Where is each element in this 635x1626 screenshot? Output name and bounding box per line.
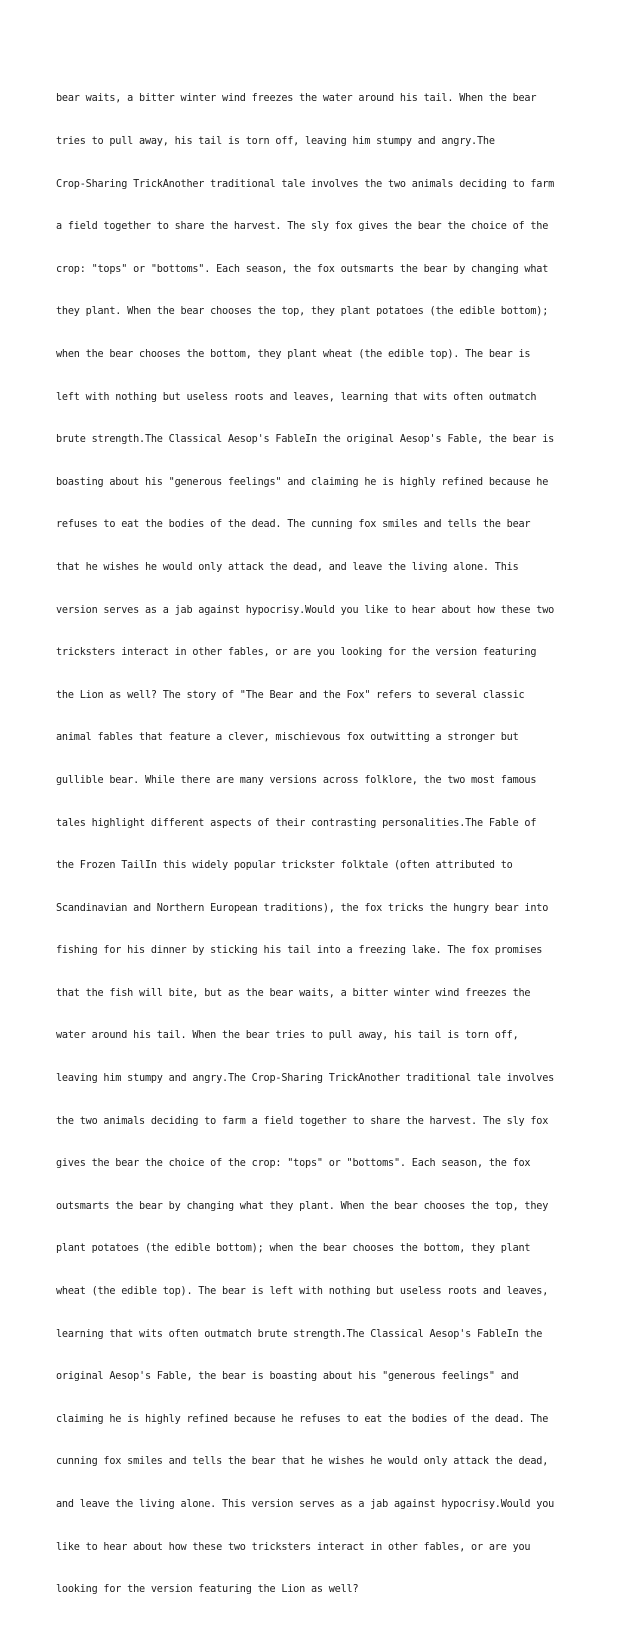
text-line: brute strength.The Classical Aesop's FableIn the original Aesop's Fable, the bear is	[56, 434, 555, 446]
text-line: tries to pull away, his tail is torn off, leaving him stumpy and angry.The	[56, 136, 495, 147]
text-line: they plant. When the bear chooses the top, they plant potatoes (the edible bottom);	[56, 306, 549, 318]
text-line: crop: "tops" or "bottoms". Each season, the fox outsmarts the bear by changing what	[56, 263, 549, 275]
text-line: that he wishes he would only attack the dead, and leave the living alone. This	[56, 561, 519, 573]
text-line: gives the bear the choice of the crop: "tops" or "bottoms". Each season, the fox	[56, 1158, 531, 1170]
text-line: outsmarts the bear by changing what they plant. When the bear chooses the top, they	[56, 1200, 549, 1212]
text-line: looking for the version featuring the Lion as well?	[56, 1584, 359, 1596]
text-line: tales highlight different aspects of their contrasting personalities.The Fable of	[56, 817, 537, 829]
text-line: the two animals deciding to farm a field together to share the harvest. The sly fox	[56, 1115, 549, 1127]
body-text	[56, 64, 586, 1626]
text-line: fishing for his dinner by sticking his tail into a freezing lake. The fox promises	[56, 945, 543, 957]
text-line: tricksters interact in other fables, or are you looking for the version featuring	[56, 647, 537, 659]
text-line: water around his tail. When the bear tries to pull away, his tail is torn off,	[56, 1030, 519, 1042]
text-line: wheat (the edible top). The bear is left with nothing but useless roots and leaves,	[56, 1286, 549, 1298]
text-line: leaving him stumpy and angry.The Crop-Sharing TrickAnother traditional tale involves	[56, 1073, 555, 1085]
text-line: learning that wits often outmatch brute strength.The Classical Aesop's FableIn the	[56, 1328, 543, 1340]
text-line: bear waits, a bitter winter wind freezes the water around his tail. When the bear	[56, 93, 537, 105]
text-line: boasting about his "generous feelings" and claiming he is highly refined because he	[56, 476, 549, 488]
text-line: a field together to share the harvest. The sly fox gives the bear the choice of the	[56, 221, 549, 233]
text-line: animal fables that feature a clever, mischievous fox outwitting a stronger but	[56, 732, 519, 744]
text-line: when the bear chooses the bottom, they plant wheat (the edible top). The bear is	[56, 348, 531, 360]
text-line: claiming he is highly refined because he refuses to eat the bodies of the dead. The	[56, 1413, 549, 1425]
text-line: the Lion as well? The story of "The Bear and the Fox" refers to several classic	[56, 689, 525, 701]
text-line: plant potatoes (the edible bottom); when the bear chooses the bottom, they plant	[56, 1243, 531, 1255]
text-line: left with nothing but useless roots and leaves, learning that wits often outmatch	[56, 391, 537, 403]
text-line: cunning fox smiles and tells the bear that he wishes he would only attack the dead,	[56, 1456, 549, 1468]
text-line: the Frozen TailIn this widely popular trickster folktale (often attributed to	[56, 860, 513, 872]
text-line: refuses to eat the bodies of the dead. The cunning fox smiles and tells the bear	[56, 519, 531, 531]
text-line: version serves as a jab against hypocrisy.Would you like to hear about how these two	[56, 604, 555, 616]
text-line: Crop-Sharing TrickAnother traditional tale involves the two animals deciding to farm	[56, 178, 555, 190]
text-line: Scandinavian and Northern European traditions), the fox tricks the hungry bear into	[56, 902, 549, 914]
text-line: and leave the living alone. This version serves as a jab against hypocrisy.Would you	[56, 1499, 555, 1510]
text-line: gullible bear. While there are many versions across folklore, the two most famous	[56, 774, 537, 786]
text-line: that the fish will bite, but as the bear waits, a bitter winter wind freezes the	[56, 987, 531, 999]
text-line: like to hear about how these two tricksters interact in other fables, or are you	[56, 1541, 531, 1553]
text-line: original Aesop's Fable, the bear is boasting about his "generous feelings" and	[56, 1371, 519, 1383]
